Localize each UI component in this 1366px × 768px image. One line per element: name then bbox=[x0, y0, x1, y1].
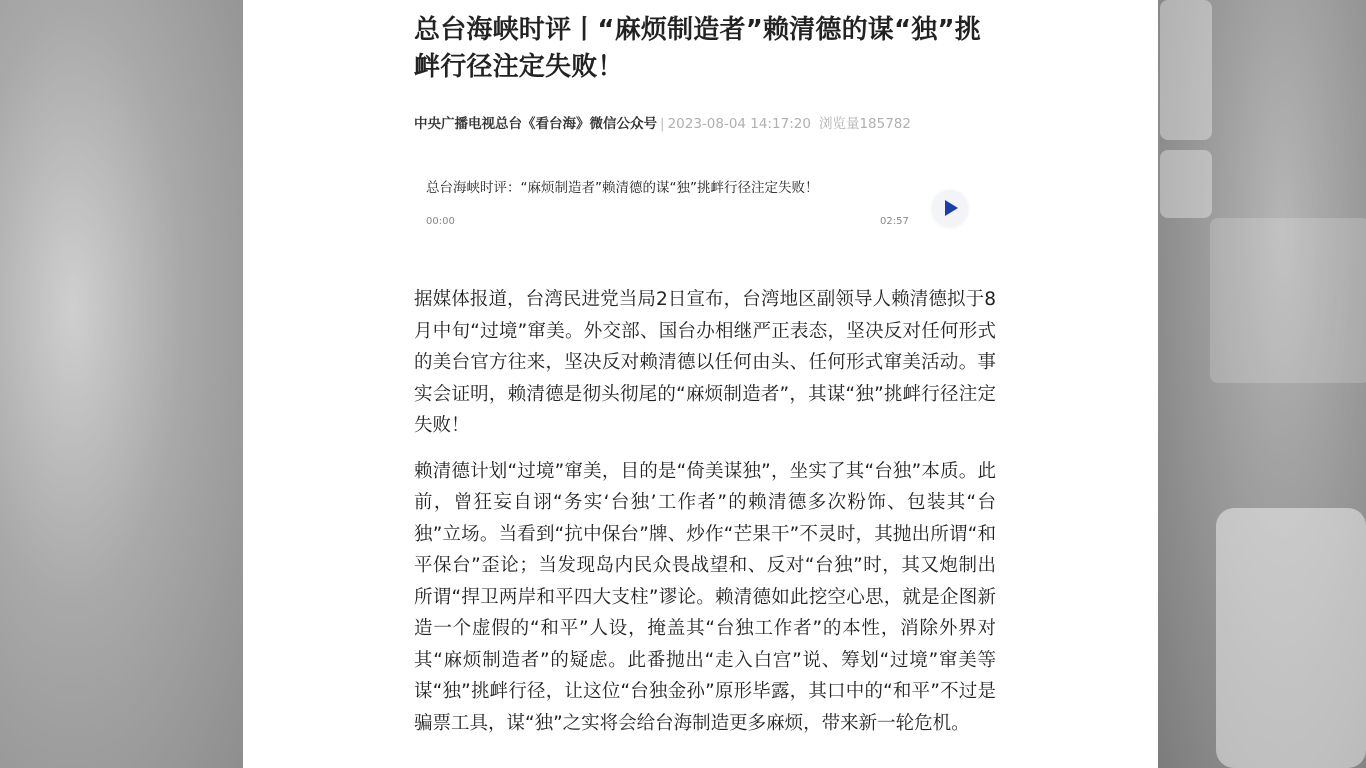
audio-player bbox=[426, 176, 981, 256]
article-paragraph: 赖清德计划“过境”窜美，目的是“倚美谋独”，坐实了其“台独”本质。此前，曾狂妄自诩“务实‘台独’工作者”的赖清德多次粉饰、包装其“台独”立场。当看到“抗中保台”牌、炒作“芒果干”不灵时，其抛出所谓“和平保台”歪论；当发现岛内民众畏战望和、反对“台独”时，其又炮制出所谓“捍卫两岸和平四大支柱”谬论。赖清德如此挖空心思，就是企图新造一个虚假的“和平”人设，掩盖其“台独工作者”的本性，消除外界对其“麻烦制造者”的疑虑。此番抛出“走入白宫”说、筹划“过境”窜美等谋“独”挑衅行径，让这位“台独金孙”原形毕露，其口中的“和平”不过是骗票工具，谋“独”之实将会给台海制造更多麻烦，带来新一轮危机。 bbox=[414, 460, 996, 734]
background-left bbox=[0, 0, 243, 768]
play-button[interactable] bbox=[932, 190, 968, 226]
article-source[interactable]: 中央广播电视总台《看台海》微信公众号 bbox=[414, 116, 657, 132]
article-views: 浏览量185782 bbox=[818, 116, 911, 132]
background-decoration bbox=[1160, 0, 1212, 140]
background-decoration bbox=[1210, 218, 1366, 383]
article-title: 总台海峡时评丨“麻烦制造者”赖清德的谋“独”挑衅行径注定失败！ bbox=[414, 15, 981, 82]
meta-separator: | bbox=[660, 116, 665, 132]
audio-title: 总台海峡时评：“麻烦制造者”赖清德的谋“独”挑衅行径注定失败！ bbox=[426, 180, 819, 196]
article-page bbox=[243, 0, 1158, 768]
play-icon bbox=[945, 200, 958, 216]
article bbox=[414, 0, 996, 753]
audio-current-time: 00:00 bbox=[426, 216, 455, 227]
background-right bbox=[1158, 0, 1366, 768]
background-decoration bbox=[1160, 150, 1212, 218]
article-time: 2023-08-04 14:17:20 bbox=[667, 116, 811, 132]
article-body bbox=[414, 284, 996, 739]
article-paragraph: 据媒体报道，台湾民进党当局2日宣布，台湾地区副领导人赖清德拟于8月中旬“过境”窜美。外交部、国台办相继严正表态，坚决反对任何形式的美台官方往来，坚决反对赖清德以任何由头、任何形式窜美活动。事实会证明，赖清德是彻头彻尾的“麻烦制造者”，其谋“独”挑衅行径注定失败！ bbox=[414, 289, 996, 436]
audio-duration: 02:57 bbox=[880, 216, 909, 227]
article-meta bbox=[414, 112, 996, 132]
background-decoration bbox=[1216, 508, 1366, 768]
